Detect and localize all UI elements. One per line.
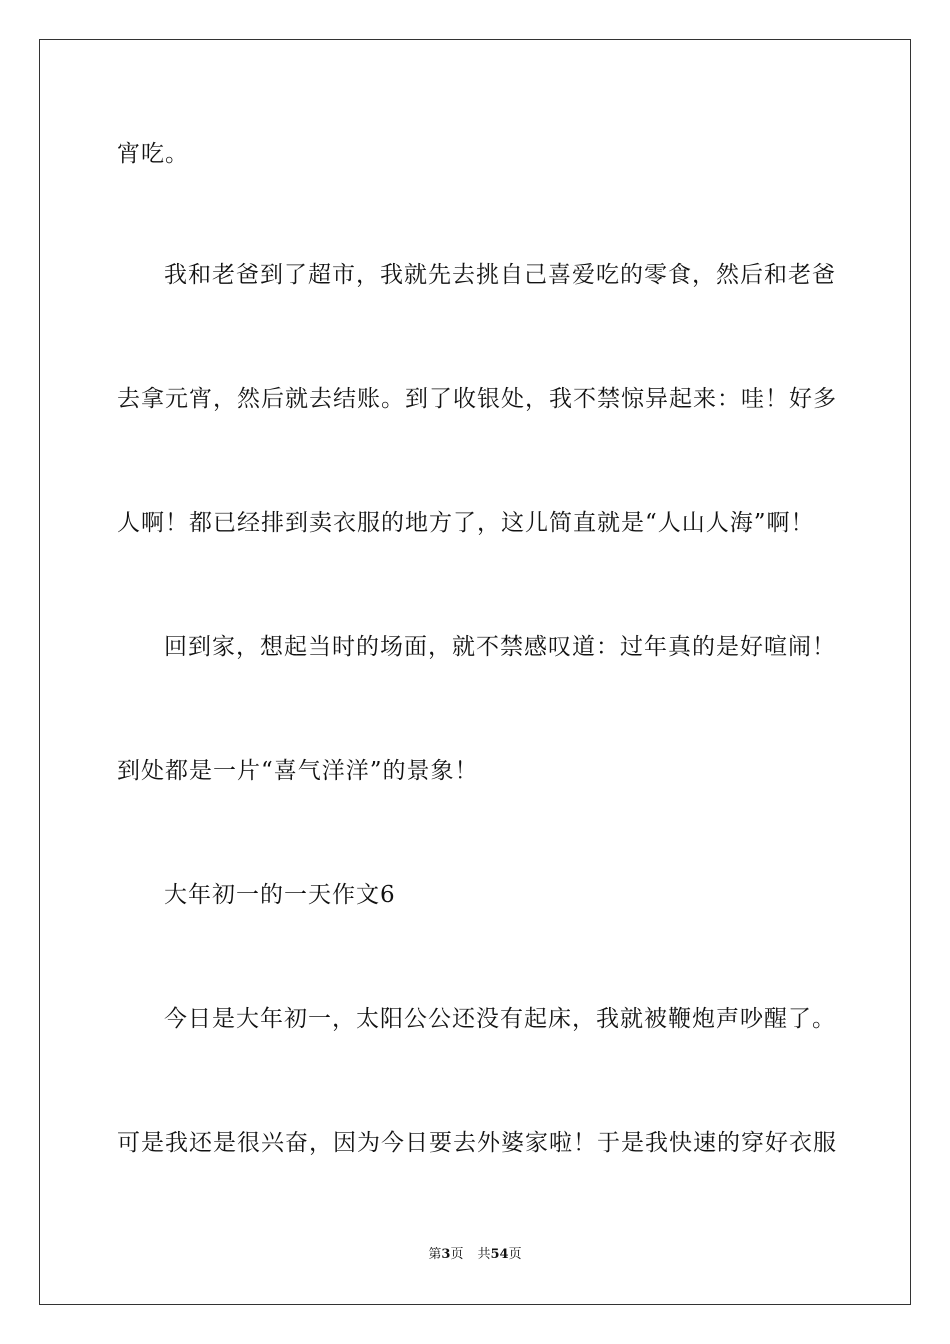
text-line-7: 今日是大年初一，太阳公公还没有起床，我就被鞭炮声吵醒了。 — [164, 1006, 836, 1032]
text-line-6: 到处都是一片“喜气洋洋”的景象！ — [117, 758, 479, 784]
page-footer — [0, 1246, 950, 1264]
text-line-2: 我和老爸到了超市，我就先去挑自己喜爱吃的零食，然后和老爸 — [164, 262, 836, 288]
footer-total-prefix: 共 — [477, 1247, 491, 1262]
text-line-3: 去拿元宵，然后就去结账。到了收银处，我不禁惊异起来：哇！好多 — [117, 386, 837, 412]
footer-page-suffix: 页 — [450, 1247, 464, 1262]
footer-total-suffix: 页 — [508, 1247, 522, 1262]
footer-total-pages: 54 — [490, 1247, 509, 1262]
text-line-4: 人啊！都已经排到卖衣服的地方了，这儿简直就是“人山人海”啊！ — [117, 510, 815, 536]
footer-page-prefix: 第 — [428, 1247, 442, 1262]
section-heading: 大年初一的一天作文6 — [164, 882, 396, 908]
text-line-8: 可是我还是很兴奋，因为今日要去外婆家啦！于是我快速的穿好衣服 — [117, 1130, 837, 1156]
text-line-1: 宵吃。 — [117, 141, 189, 167]
text-line-5: 回到家，想起当时的场面，就不禁感叹道：过年真的是好喧闹！ — [164, 634, 836, 660]
footer-page-number: 3 — [441, 1247, 451, 1262]
page-border — [39, 39, 911, 1305]
